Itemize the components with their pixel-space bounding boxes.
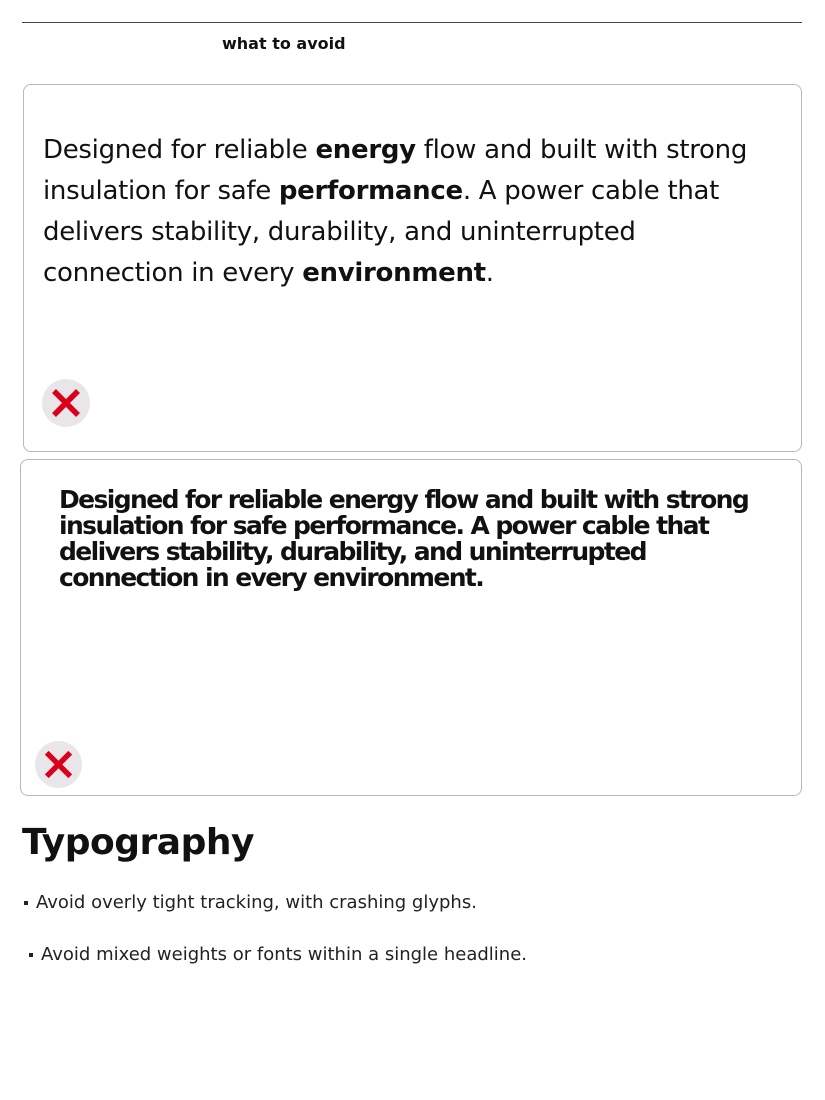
text-segment: flow and built with strong insulation for safe xyxy=(43,135,748,206)
typography-rule xyxy=(29,944,527,965)
text-segment-bold: environment xyxy=(302,258,486,288)
example-card-mixed-weights xyxy=(23,84,802,452)
x-mark-icon xyxy=(42,379,90,427)
text-segment-bold: performance xyxy=(278,176,463,206)
typography-heading: Typography xyxy=(22,822,254,863)
example-card-tight-tracking xyxy=(20,459,802,796)
section-label: what to avoid xyxy=(222,34,346,53)
text-segment: . A power cable that delivers stability, durability, and uninterrupted connection in every xyxy=(43,176,720,288)
rule-text: Avoid mixed weights or fonts within a single headline. xyxy=(41,944,527,965)
bullet-icon xyxy=(24,901,28,905)
x-mark-icon xyxy=(35,741,82,788)
example-text-tight-tracking: Designed for reliable energy flow and built with strong insulation for safe performance. A power cable that delivers stability, durability, and uninterrupted connection in every environment. xyxy=(59,485,749,592)
example-text-mixed-weights xyxy=(43,130,783,294)
text-segment-bold: energy xyxy=(315,135,416,165)
bullet-icon xyxy=(29,953,33,957)
typography-rule xyxy=(24,892,477,913)
text-segment: Designed for reliable xyxy=(43,135,316,165)
top-divider xyxy=(22,22,802,23)
text-segment: . xyxy=(485,258,494,288)
rule-text: Avoid overly tight tracking, with crashing glyphs. xyxy=(36,892,477,913)
